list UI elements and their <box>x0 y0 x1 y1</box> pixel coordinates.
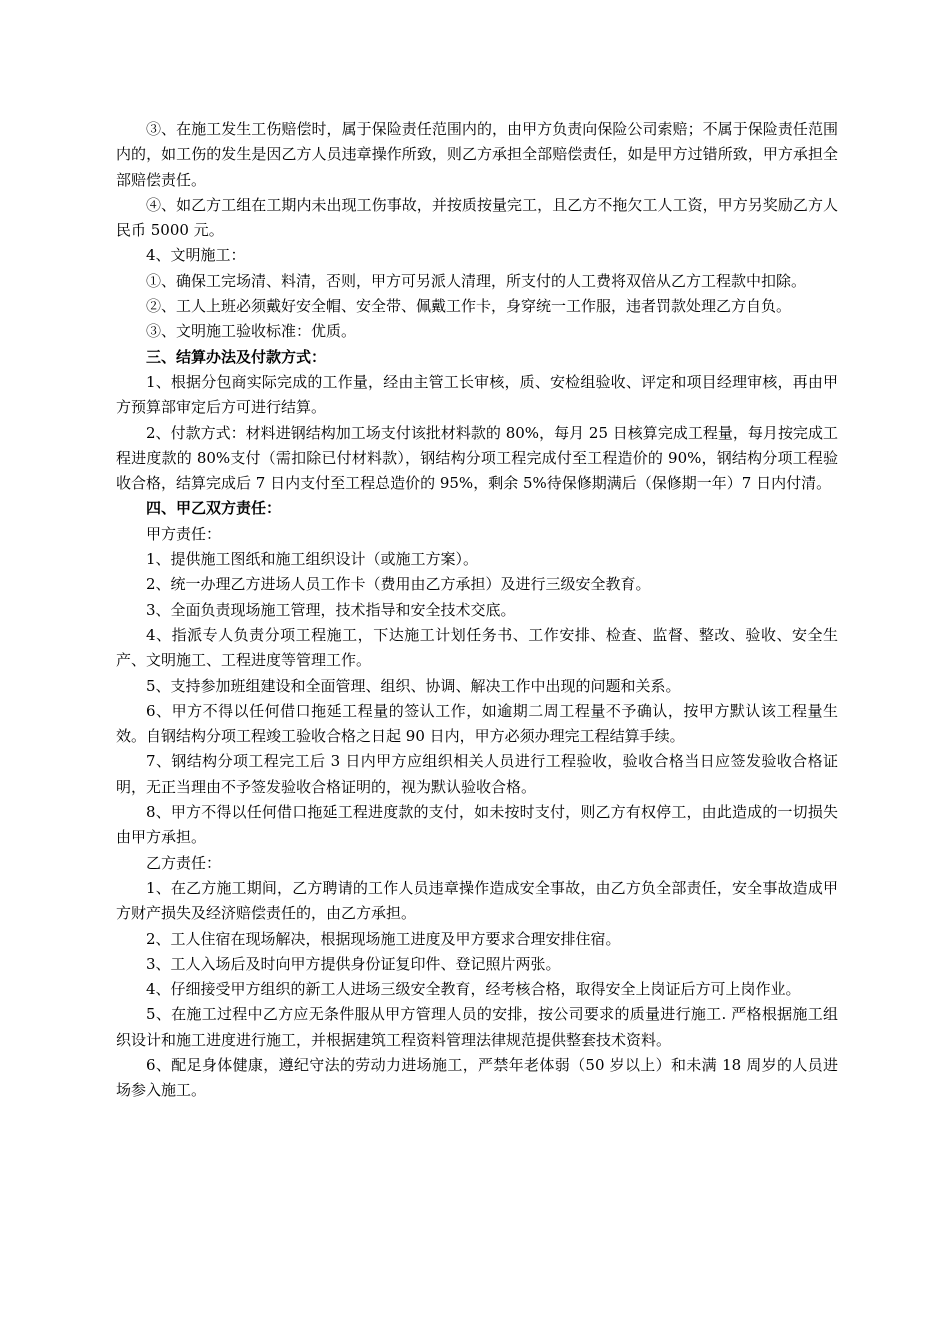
party-a-responsibilities-label: 甲方责任： <box>146 524 222 543</box>
party-a-item-3: 3、全面负责现场施工管理，技术指导和安全技术交底。 <box>146 600 516 619</box>
document-page <box>116 117 838 1104</box>
party-b-item-1: 1、在乙方施工期间，乙方聘请的工作人员违章操作造成安全事故，由乙方负全部责任，安全事故造成甲方财产损失及经济赔偿责任的，由乙方承担。 <box>116 878 838 923</box>
party-a-item-6: 6、甲方不得以任何借口拖延工程量的签认工作，如逾期二周工程量不予确认，按甲方默认该工程量生效。自钢结构分项工程竣工验收合格之日起 90 日内，甲方必须办理完工程结算手续。 <box>116 701 838 746</box>
party-a-item-8: 8、甲方不得以任何借口拖延工程进度款的支付，如未按时支付，则乙方有权停工，由此造成的一切损失由甲方承担。 <box>116 803 838 847</box>
party-a-item-7: 7、钢结构分项工程完工后 3 日内甲方应组织相关人员进行工程验收，验收合格当日应签发验收合格证明，无正当理由不予签发验收合格证明的，视为默认验收合格。 <box>116 752 838 796</box>
paragraph-civilized-construction-title: 4、文明施工： <box>146 246 246 265</box>
section-heading-settlement: 三、结算办法及付款方式： <box>146 347 327 366</box>
party-a-item-4: 4、指派专人负责分项工程施工，下达施工计划任务书、工作安排、检查、监督、整改、验收、安全生产、文明施工、工程进度等管理工作。 <box>116 625 838 670</box>
party-b-item-4: 4、仔细接受甲方组织的新工人进场三级安全教育，经考核合格，取得安全上岗证后方可上岗作业。 <box>146 980 801 999</box>
party-b-item-5: 5、在施工过程中乙方应无条件服从甲方管理人员的安排，按公司要求的质量进行施工. 严格根据施工组织设计和施工进度进行施工，并根据建筑工程资料管理法律规范提供整套技术资料。 <box>116 1005 838 1049</box>
paragraph-acceptance-standard: ③、文明施工验收标准：优质。 <box>146 322 357 341</box>
party-b-item-2: 2、工人住宿在现场解决，根据现场施工进度及甲方要求合理安排住宿。 <box>146 929 621 948</box>
party-b-responsibilities-label: 乙方责任： <box>146 853 222 872</box>
paragraph-safety-gear: ②、工人上班必须戴好安全帽、安全带、佩戴工作卡，身穿统一工作服，违者罚款处理乙方自负。 <box>146 297 792 316</box>
party-b-item-3: 3、工人入场后及时向甲方提供身份证复印件、登记照片两张。 <box>146 954 561 973</box>
party-a-item-5: 5、支持参加班组建设和全面管理、组织、协调、解决工作中出现的问题和关系。 <box>146 676 681 695</box>
paragraph-safety-bonus: ④、如乙方工组在工期内未出现工伤事故，并按质按量完工，且乙方不拖欠工人工资，甲方另奖励乙方人民币 5000 元。 <box>116 195 838 240</box>
section-heading-responsibilities: 四、甲乙双方责任： <box>146 499 282 518</box>
party-a-item-1: 1、提供施工图纸和施工组织设计（或施工方案）。 <box>146 550 479 569</box>
paragraph-settlement-review: 1、根据分包商实际完成的工作量，经由主管工长审核，质、安检组验收、评定和项目经理审核，再由甲方预算部审定后方可进行结算。 <box>116 372 838 417</box>
paragraph-payment-terms: 2、付款方式：材料进钢结构加工场支付该批材料款的 80%，每月 25 日核算完成工程量，每月按完成工程进度款的 80%支付（需扣除已付材料款），钢结构分项工程完成付至工程造价的 90%，钢结构分项工程验收合格，结算完成后 7 日内支付至工程总造价的 95%，剩余 5%待保修期满后（保修期一年）7 日内付清。 <box>116 423 838 493</box>
paragraph-injury-insurance: ③、在施工发生工伤赔偿时，属于保险责任范围内的，由甲方负责向保险公司索赔；不属于保险责任范围内的，如工伤的发生是因乙方人员违章操作所致，则乙方承担全部赔偿责任，如是甲方过错所致，甲方承担全部赔偿责任。 <box>116 120 838 189</box>
paragraph-site-cleanup: ①、确保工完场清、料清，否则，甲方可另派人清理，所支付的人工费将双倍从乙方工程款中扣除。 <box>146 271 807 290</box>
party-a-item-2: 2、统一办理乙方进场人员工作卡（费用由乙方承担）及进行三级安全教育。 <box>146 575 651 594</box>
party-b-item-6: 6、配足身体健康，遵纪守法的劳动力进场施工，严禁年老体弱（50 岁以上）和未满 18 周岁的人员进场参入施工。 <box>116 1055 838 1100</box>
